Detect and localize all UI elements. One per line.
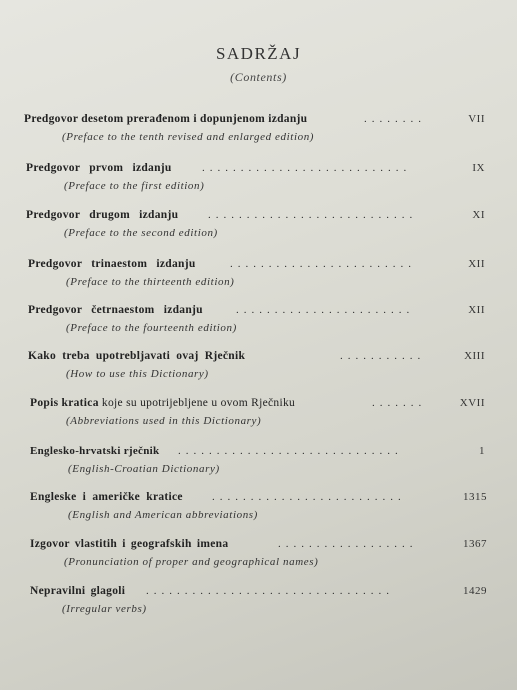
- entry-page: IX: [472, 162, 485, 174]
- toc-entry: [0, 162, 517, 202]
- entry-title: Popis kratica: [30, 397, 99, 409]
- entry-page: 1: [479, 445, 485, 457]
- toc-entry: [0, 538, 517, 578]
- entry-subtitle: (Preface to the tenth revised and enlarged edition): [62, 131, 315, 143]
- toc-entry: [0, 209, 517, 249]
- entry-subtitle: (How to use this Dictionary): [66, 368, 209, 380]
- entry-title: Engleske i američke kratice: [30, 491, 183, 503]
- entry-page: VII: [468, 113, 485, 125]
- entry-page: 1315: [463, 491, 487, 503]
- entry-page: 1429: [463, 585, 487, 597]
- leader-dots: ........: [364, 113, 426, 125]
- leader-dots: .........................: [212, 491, 406, 503]
- entry-subtitle: (Preface to the fourteenth edition): [66, 322, 237, 334]
- toc-entry: [0, 350, 517, 390]
- entry-subtitle: (Preface to the thirteenth edition): [66, 276, 235, 288]
- entry-title: Predgovor trinaestom izdanju: [28, 258, 196, 270]
- entry-page: XII: [468, 258, 485, 270]
- entry-title: Predgovor desetom prerađenom i dopunjenom izdanju: [24, 113, 308, 125]
- entry-page: 1367: [463, 538, 487, 550]
- leader-dots: .......................: [236, 304, 415, 316]
- toc-entry: [0, 491, 517, 531]
- entry-page: XI: [472, 209, 485, 221]
- leader-dots: ...........................: [208, 209, 418, 221]
- entry-title: Englesko-hrvatski rječnik: [30, 445, 160, 457]
- entry-subtitle: (English and American abbreviations): [68, 509, 258, 521]
- entry-title: Predgovor prvom izdanju: [26, 162, 172, 174]
- page-subtitle: (Contents): [230, 70, 287, 84]
- toc-entry: [0, 113, 517, 153]
- leader-dots: ...........................: [202, 162, 412, 174]
- entry-subtitle: (Preface to the second edition): [64, 227, 218, 239]
- entry-page: XIII: [464, 350, 485, 362]
- toc-entry: [0, 397, 517, 437]
- entry-title: Kako treba upotrebljavati ovaj Rječnik: [28, 350, 246, 362]
- entry-title-rest: koje su upotrijebljene u ovom Rječniku: [98, 397, 296, 409]
- entry-subtitle: (English-Croatian Dictionary): [68, 463, 220, 475]
- leader-dots: ..................: [278, 538, 418, 550]
- entry-title: Predgovor drugom izdanju: [26, 209, 179, 221]
- toc-entry: [0, 304, 517, 344]
- entry-subtitle: (Abbreviations used in this Dictionary): [66, 415, 262, 427]
- leader-dots: .............................: [178, 445, 403, 457]
- entry-page: XVII: [459, 397, 485, 409]
- leader-dots: ...........: [340, 350, 426, 362]
- entry-subtitle: (Irregular verbs): [62, 603, 147, 615]
- leader-dots: .......: [372, 397, 427, 409]
- entry-title: Predgovor četrnaestom izdanju: [28, 304, 203, 316]
- page-title: SADRŽAJ: [215, 44, 302, 63]
- entry-page: XII: [468, 304, 485, 316]
- leader-dots: ........................: [230, 258, 416, 270]
- toc-entry: [0, 585, 517, 625]
- toc-entry: [0, 258, 517, 298]
- entry-subtitle: (Pronunciation of proper and geographical names): [64, 556, 319, 568]
- toc-entry: [0, 445, 517, 485]
- leader-dots: ................................: [146, 585, 394, 597]
- entry-title: Nepravilni glagoli: [30, 585, 126, 597]
- entry-subtitle: (Preface to the first edition): [64, 180, 205, 192]
- entry-title: Izgovor vlastitih i geografskih imena: [30, 538, 229, 550]
